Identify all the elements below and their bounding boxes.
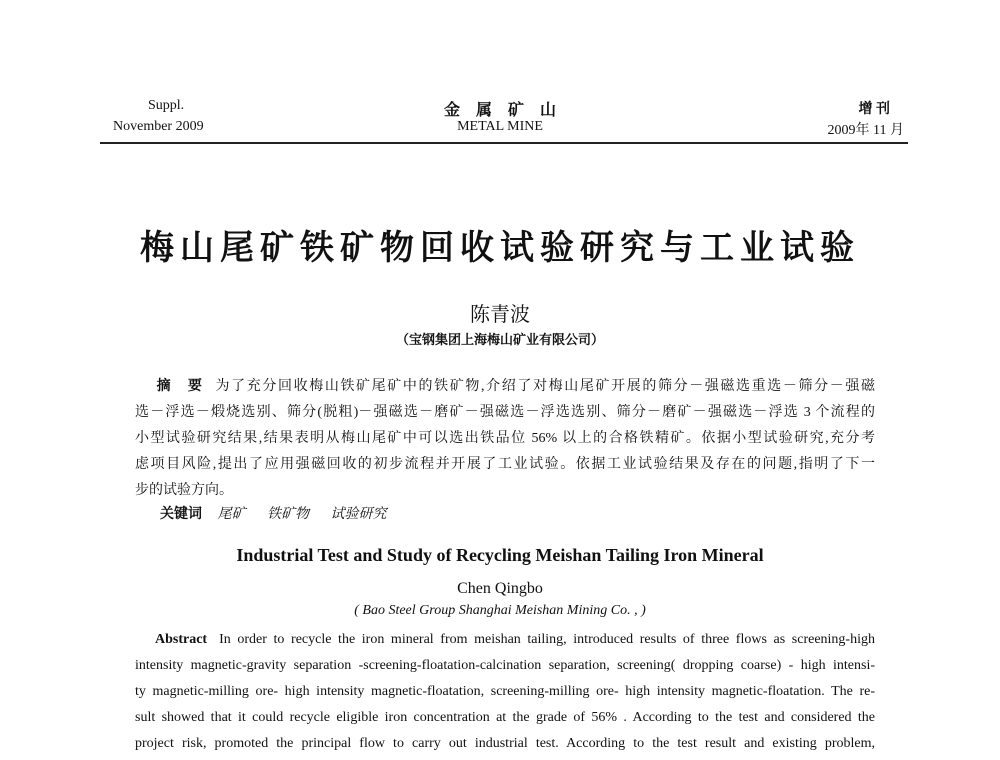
paper-title-en: Industrial Test and Study of Recycling Meishan Tailing Iron Mineral xyxy=(236,545,764,565)
header-suppl: Suppl. xyxy=(148,98,185,113)
abstract-cn-line: 步的试验方向。 xyxy=(135,483,233,498)
paper-title-cn: 梅山尾矿铁矿物回收试验研究与工业试验 xyxy=(140,230,860,267)
header-date-cn: 2009年 11 月 xyxy=(827,123,904,138)
abstract-en-line: Abstract In order to recycle the iron mineral from meishan tailing, introduced results of three flows as screening-high xyxy=(155,632,875,647)
abstract-cn-line: 摘 要 为了充分回收梅山铁矿尾矿中的铁矿物,介绍了对梅山尾矿开展的筛分－强磁选重选－筛分－强磁 xyxy=(155,379,876,394)
abstract-cn-line: 选－浮选－煅烧选别、筛分(脱粗)－强磁选－磨矿－强磁选－浮选选别、筛分－磨矿－强磁选－浮选 3 个流程的 xyxy=(135,405,875,420)
header-date-en: November 2009 xyxy=(113,119,204,134)
abstract-cn-line: 虑项目风险,提出了应用强磁回收的初步流程并开展了工业试验。依据工业试验结果及存在的问题,指明了下一 xyxy=(135,457,875,472)
keyword: 铁矿物 xyxy=(267,507,309,522)
abstract-en-label: Abstract xyxy=(155,632,208,647)
header-rule xyxy=(100,142,908,144)
affiliation-en: ( Bao Steel Group Shanghai Meishan Mining Co. , ) xyxy=(354,603,646,618)
abstract-en-line: intensity magnetic-gravity separation -screening-floatation-calcination separation, screening( dropping coarse) - high intensi- xyxy=(135,658,875,673)
affiliation-cn: （宝钢集团上海梅山矿业有限公司） xyxy=(395,332,604,347)
keyword: 试验研究 xyxy=(330,507,387,522)
abstract-en-line: ty magnetic-milling ore- high intensity magnetic-floatation, screening-milling ore- high intensity magnetic-floatation. The re- xyxy=(135,684,875,699)
header-supplement-cn: 增 刊 xyxy=(858,102,890,117)
author-en: Chen Qingbo xyxy=(457,580,543,597)
keywords-cn: 关键词 尾矿 铁矿物 试验研究 xyxy=(160,507,387,522)
abstract-cn-line: 小型试验研究结果,结果表明从梅山尾矿中可以选出铁品位 56% 以上的合格铁精矿。依据小型试验研究,充分考 xyxy=(135,431,875,446)
abstract-cn-label: 摘 要 xyxy=(155,379,204,394)
keyword: 尾矿 xyxy=(217,507,246,522)
abstract-en-line: project risk, promoted the principal flow to carry out industrial test. According to the test result and existing problem, xyxy=(135,736,875,751)
journal-name-en: METAL MINE xyxy=(457,119,543,134)
abstract-en-line: sult showed that it could recycle eligible iron concentration at the grade of 56% . According to the test and considered the xyxy=(135,710,875,725)
journal-name-cn: 金 属 矿 山 xyxy=(443,102,556,119)
author-cn: 陈青波 xyxy=(470,304,530,326)
